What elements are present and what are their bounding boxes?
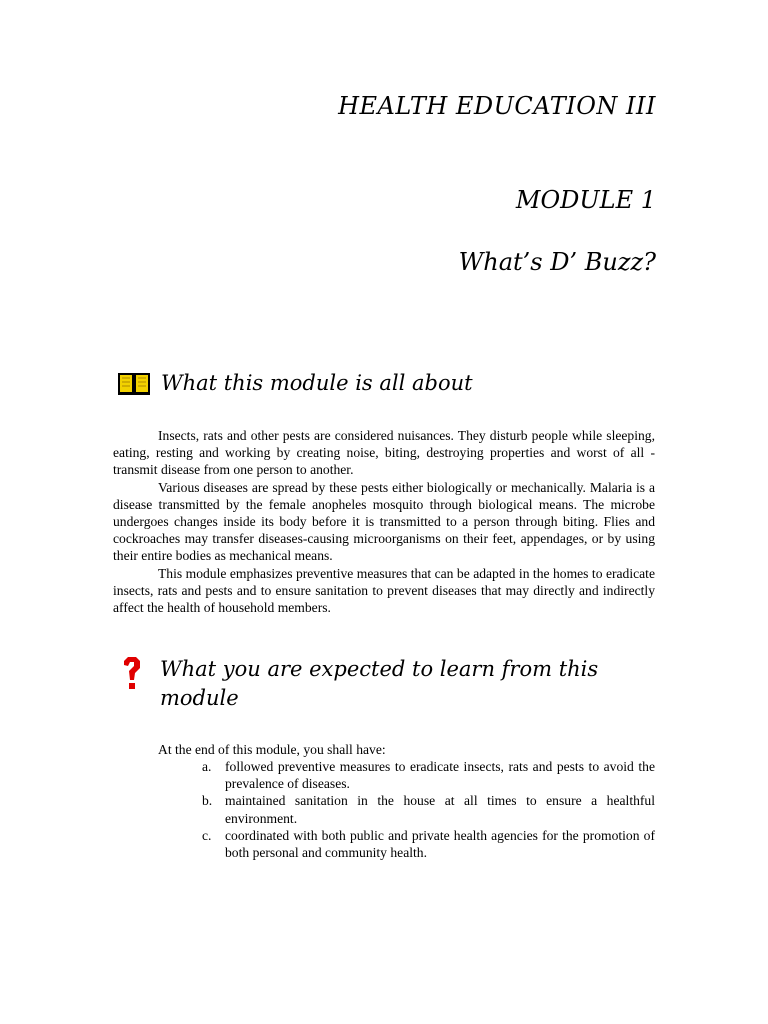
objective-text: maintained sanitation in the house at all times to ensure a healthful environment. bbox=[225, 793, 655, 826]
list-marker: a. bbox=[202, 759, 212, 774]
list-item bbox=[198, 827, 655, 861]
about-paragraph: This module emphasizes preventive measures that can be adapted in the homes to eradicate insects, rats and pests and to ensure sanitation to prevent diseases that may directly and indirectly affect the health of household members. bbox=[113, 565, 655, 616]
about-paragraph: Insects, rats and other pests are considered nuisances. They disturb people while sleeping, eating, resting and working by creating noise, biting, destroying properties and worst of all - transmit disease from one person to another. bbox=[113, 428, 655, 478]
objectives-section-header bbox=[118, 655, 660, 713]
objective-text: coordinated with both public and private health agencies for the promotion of both personal and community health. bbox=[225, 827, 655, 861]
about-heading: What this module is all about bbox=[161, 371, 473, 395]
objective-text: followed preventive measures to eradicate insects, rats and pests to avoid the prevalence of diseases. bbox=[225, 759, 655, 792]
open-book-icon bbox=[118, 371, 150, 395]
list-marker: c. bbox=[202, 827, 212, 843]
about-body bbox=[113, 427, 655, 616]
objectives-intro: At the end of this module, you shall have: bbox=[158, 742, 386, 757]
module-number: MODULE 1 bbox=[515, 186, 656, 214]
objectives-heading: What you are expected to learn from this module bbox=[160, 657, 599, 710]
list-marker: b. bbox=[202, 793, 213, 809]
objectives-list bbox=[198, 758, 655, 861]
about-section-header bbox=[118, 369, 660, 398]
question-mark-icon bbox=[122, 657, 142, 691]
about-paragraph: Various diseases are spread by these pests either biologically or mechanically. Malaria is a disease transmitted by the female anopheles mosquito through biological means. The microbe undergoes changes inside its body before it is transmitted to a person through biting. Flies and cockroaches may transfer diseases-causing microorganisms on their feet, appendages, or by using their entire bodies as mechanical means. bbox=[113, 479, 655, 564]
list-item bbox=[198, 758, 655, 792]
list-item bbox=[198, 792, 655, 826]
module-subtitle: What’s D’ Buzz? bbox=[458, 248, 656, 276]
course-title: HEALTH EDUCATION III bbox=[338, 92, 656, 120]
